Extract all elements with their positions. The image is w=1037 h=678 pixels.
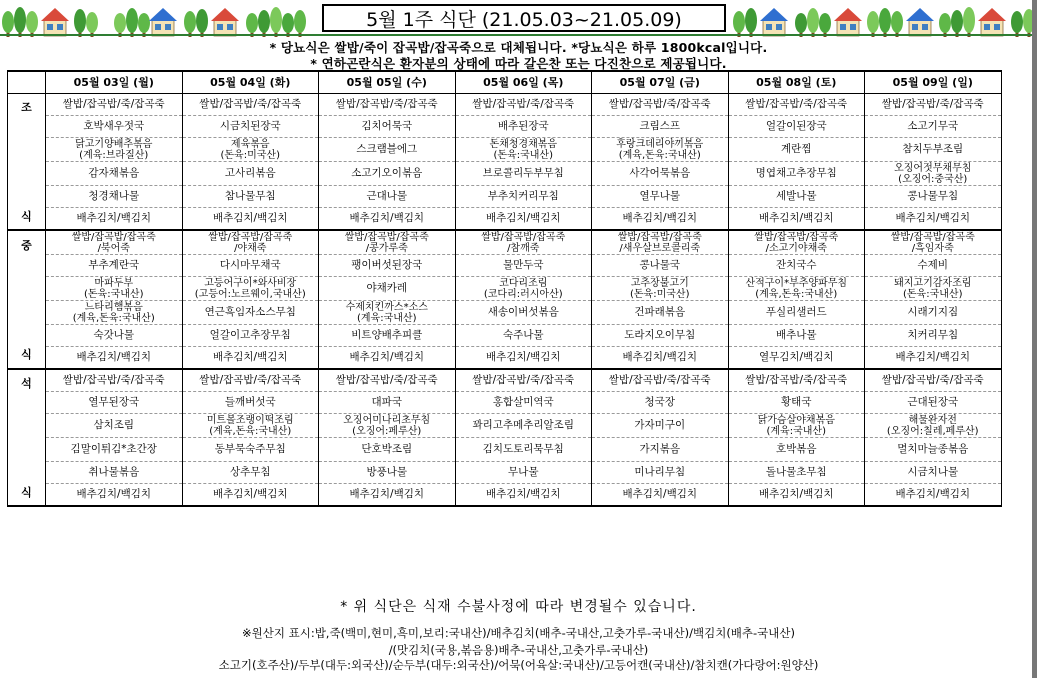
house-roof-icon	[211, 8, 239, 21]
menu-item-origin: (코다리:러시아산)	[483, 288, 563, 300]
menu-cell: 호박볶음	[728, 438, 865, 462]
menu-item-name: 고추장불고기	[630, 277, 689, 289]
menu-cell: 얼갈이된장국	[728, 116, 865, 138]
menu-cell: 쌀밥/잡곡밥/죽/잡곡죽	[728, 94, 865, 116]
menu-cell: 도라지오이무침	[592, 325, 729, 347]
menu-cell	[592, 277, 729, 301]
menu-cell: 쌀밥/잡곡밥/죽/잡곡죽	[865, 369, 1002, 392]
menu-cell: 배추나물	[728, 325, 865, 347]
menu-cell: 돌나물초무침	[728, 462, 865, 484]
menu-cell: 쌀밥/잡곡밥/죽/잡곡죽	[182, 94, 319, 116]
menu-cell	[865, 277, 1002, 301]
meal-label-bottom: 식	[21, 485, 32, 499]
menu-cell: 콩나물무침	[865, 186, 1002, 208]
menu-cell: 배추김치/백김치	[592, 484, 729, 507]
menu-item-name: 산적구이*부추양파무침	[745, 277, 848, 289]
tree-icon	[14, 7, 26, 33]
menu-item-origin: (계육,돈육:국내산)	[72, 312, 155, 324]
menu-cell: 소고기오이볶음	[319, 162, 456, 186]
menu-row	[8, 484, 1002, 507]
window-icon	[984, 24, 990, 30]
menu-item-name: 쌀밥/잡곡밥/잡곡죽	[617, 231, 702, 243]
menu-item-name: 오징어미나리초무침	[343, 414, 431, 426]
meal-label	[8, 369, 46, 506]
menu-cell: 청경채나물	[46, 186, 183, 208]
menu-cell: 근대나물	[319, 186, 456, 208]
menu-cell	[455, 138, 592, 162]
weekly-menu-table	[7, 70, 1002, 507]
menu-cell: 배추김치/백김치	[182, 208, 319, 231]
menu-item-origin: /소고기야채죽	[765, 242, 827, 254]
window-icon	[840, 24, 846, 30]
menu-row	[8, 230, 1002, 255]
house-roof-icon	[41, 8, 69, 21]
day-header: 05월 03일 (월)	[46, 71, 183, 94]
menu-cell: 홍합살미역국	[455, 392, 592, 414]
menu-item-name: 쌀밥/잡곡밥/잡곡죽	[890, 231, 975, 243]
menu-cell: 무나물	[455, 462, 592, 484]
menu-row	[8, 414, 1002, 438]
menu-cell: 배추김치/백김치	[592, 347, 729, 370]
menu-item-origin: (오징어:칠레,페루산)	[886, 425, 979, 437]
menu-item-origin: /북어죽	[97, 242, 130, 254]
menu-cell	[728, 230, 865, 255]
menu-row	[8, 347, 1002, 370]
menu-cell: 부추치커리무침	[455, 186, 592, 208]
menu-item-name: 고등어구이*와사비장	[204, 277, 297, 289]
tree-icon	[733, 11, 745, 33]
menu-row	[8, 94, 1002, 116]
tree-icon	[891, 11, 903, 33]
menu-cell: 시금치된장국	[182, 116, 319, 138]
menu-cell	[46, 230, 183, 255]
origin-note-line2: /(맛김치(국용,볶음용)배추-국내산,고춧가루-국내산)	[388, 643, 649, 657]
menu-cell: 미나리무침	[592, 462, 729, 484]
menu-cell: 비트양배추피클	[319, 325, 456, 347]
menu-cell	[182, 230, 319, 255]
menu-cell: 수제비	[865, 255, 1002, 277]
menu-cell: 청국장	[592, 392, 729, 414]
tree-icon	[807, 8, 819, 33]
menu-cell	[592, 230, 729, 255]
menu-cell: 쌀밥/잡곡밥/죽/잡곡죽	[592, 369, 729, 392]
meal-label	[8, 230, 46, 369]
menu-cell: 다시마무채국	[182, 255, 319, 277]
menu-cell: 브로콜리두부무침	[455, 162, 592, 186]
menu-cell: 연근흑임자소스무침	[182, 301, 319, 325]
menu-cell: 시금치나물	[865, 462, 1002, 484]
menu-cell: 배추김치/백김치	[455, 484, 592, 507]
menu-cell: 쌀밥/잡곡밥/죽/잡곡죽	[46, 94, 183, 116]
menu-item-name: 쌀밥/잡곡밥/잡곡죽	[344, 231, 429, 243]
notice-dysphagia: * 연하곤란식은 환자분의 상태에 따라 갈은찬 또는 다진찬으로 제공됩니다.	[310, 56, 727, 71]
day-header-row	[8, 71, 1002, 94]
tree-icon	[819, 13, 831, 33]
menu-cell: 배추김치/백김치	[319, 484, 456, 507]
menu-item-name: 오징어젓무채무침	[894, 162, 972, 174]
menu-cell: 명엽채고추장무침	[728, 162, 865, 186]
menu-row	[8, 138, 1002, 162]
menu-item-origin: /흑임자죽	[911, 242, 954, 254]
menu-cell: 호박새우젓국	[46, 116, 183, 138]
meal-label-bottom: 식	[21, 347, 32, 361]
menu-cell: 참나물무침	[182, 186, 319, 208]
meal-label-top: 중	[21, 238, 32, 252]
menu-item-origin: /참깨죽	[507, 242, 540, 254]
tree-icon	[86, 12, 98, 33]
menu-cell: 푸실리샐러드	[728, 301, 865, 325]
menu-cell: 근대된장국	[865, 392, 1002, 414]
day-header: 05월 05일 (수)	[319, 71, 456, 94]
tree-icon	[867, 11, 879, 33]
menu-item-origin: (계육:국내산)	[357, 312, 417, 324]
menu-item-name: 쌀밥/잡곡밥/잡곡죽	[481, 231, 566, 243]
menu-item-origin: (계육:국내산)	[766, 425, 826, 437]
menu-item-origin: (돈육:국내산)	[903, 288, 963, 300]
menu-cell: 팽이버섯된장국	[319, 255, 456, 277]
tree-icon	[963, 7, 975, 33]
origin-note-line3: 소고기(호주산)/두부(대두:외국산)/순두부(대두:외국산)/어묵(어육살:국내산)/고등어캔(국내산)/참치캔(가다랑어:원양산)	[218, 658, 819, 672]
window-icon	[227, 24, 233, 30]
menu-cell: 가지볶음	[592, 438, 729, 462]
menu-cell	[46, 301, 183, 325]
window-icon	[47, 24, 53, 30]
menu-row	[8, 255, 1002, 277]
menu-row	[8, 186, 1002, 208]
menu-cell: 황태국	[728, 392, 865, 414]
menu-item-origin: (계육,돈육:국내산)	[755, 288, 838, 300]
menu-cell: 배추김치/백김치	[319, 208, 456, 231]
change-notice: * 위 식단은 식재 수불사정에 따라 변경될수 있습니다.	[340, 599, 697, 615]
menu-cell: 쌀밥/잡곡밥/죽/잡곡죽	[319, 369, 456, 392]
menu-cell	[182, 414, 319, 438]
day-header: 05월 04일 (화)	[182, 71, 319, 94]
menu-cell	[865, 162, 1002, 186]
menu-cell: 단호박조림	[319, 438, 456, 462]
menu-cell: 배추김치/백김치	[182, 484, 319, 507]
menu-cell: 쌀밥/잡곡밥/죽/잡곡죽	[592, 94, 729, 116]
origin-note-line1: ※원산지 표시:밥,죽(백미,현미,흑미,보리:국내산)/배추김치(배추-국내산,고춧가루-국내산)/백김치(배추-국내산)	[241, 626, 795, 640]
menu-cell	[182, 138, 319, 162]
menu-cell: 김치어묵국	[319, 116, 456, 138]
house-roof-icon	[760, 8, 788, 21]
menu-cell: 꽈리고추메추리알조림	[455, 414, 592, 438]
menu-row	[8, 369, 1002, 392]
menu-cell	[865, 414, 1002, 438]
menu-row	[8, 325, 1002, 347]
menu-cell: 쌀밥/잡곡밥/죽/잡곡죽	[455, 94, 592, 116]
menu-cell: 쌀밥/잡곡밥/죽/잡곡죽	[319, 94, 456, 116]
meal-label-top: 석	[21, 376, 32, 390]
menu-item-name: 돈채청경채볶음	[489, 138, 558, 150]
menu-cell: 배추김치/백김치	[728, 484, 865, 507]
menu-cell: 배추김치/백김치	[455, 347, 592, 370]
menu-cell: 배추김치/백김치	[728, 208, 865, 231]
house-roof-icon	[834, 8, 862, 21]
house-roof-icon	[906, 8, 934, 21]
menu-cell: 취나물볶음	[46, 462, 183, 484]
menu-cell: 배추된장국	[455, 116, 592, 138]
menu-cell: 참치두부조림	[865, 138, 1002, 162]
window-icon	[994, 24, 1000, 30]
menu-item-origin: /새우살브로콜리죽	[619, 242, 701, 254]
menu-cell: 배추김치/백김치	[46, 347, 183, 370]
tree-icon	[74, 9, 86, 33]
menu-cell: 배추김치/백김치	[455, 208, 592, 231]
window-edge	[1032, 0, 1037, 678]
menu-item-origin: /야채죽	[234, 242, 267, 254]
menu-cell	[319, 301, 456, 325]
meal-label-top: 조	[21, 100, 32, 114]
menu-cell	[182, 277, 319, 301]
tree-icon	[258, 10, 270, 33]
menu-cell: 열무된장국	[46, 392, 183, 414]
menu-item-origin: (고등어:노르웨이,국내산)	[194, 288, 306, 300]
menu-cell: 동부묵숙주무침	[182, 438, 319, 462]
menu-cell: 스크램블에그	[319, 138, 456, 162]
menu-item-name: 느타리햄볶음	[84, 301, 143, 313]
menu-cell: 치커리무침	[865, 325, 1002, 347]
menu-cell: 크림스프	[592, 116, 729, 138]
menu-cell: 멸치마늘종볶음	[865, 438, 1002, 462]
menu-cell: 방풍나물	[319, 462, 456, 484]
window-icon	[912, 24, 918, 30]
menu-item-name: 쌀밥/잡곡밥/잡곡죽	[208, 231, 293, 243]
tree-icon	[951, 10, 963, 33]
menu-item-name: 닭고기양배추볶음	[75, 138, 153, 150]
menu-cell	[46, 138, 183, 162]
menu-row	[8, 277, 1002, 301]
menu-row	[8, 438, 1002, 462]
menu-cell: 배추김치/백김치	[592, 208, 729, 231]
menu-item-origin: (계육:브라질산)	[79, 149, 149, 161]
menu-cell: 배추김치/백김치	[865, 484, 1002, 507]
window-icon	[155, 24, 161, 30]
menu-cell: 잔치국수	[728, 255, 865, 277]
menu-item-name: 쌀밥/잡곡밥/잡곡죽	[71, 231, 156, 243]
tree-icon	[114, 13, 126, 33]
banner-ground-line	[0, 34, 1037, 36]
house-roof-icon	[149, 8, 177, 21]
menu-cell: 쌀밥/잡곡밥/죽/잡곡죽	[865, 94, 1002, 116]
tree-icon	[879, 8, 891, 33]
corner-cell	[8, 71, 46, 94]
menu-item-origin: (계육,돈육:국내산)	[618, 149, 701, 161]
menu-item-name: 코다리조림	[499, 277, 548, 289]
page-title: 5월 1주 식단 (21.05.03~21.05.09)	[322, 4, 726, 32]
menu-cell: 얼갈이고추장무침	[182, 325, 319, 347]
menu-item-origin: (돈육:미국산)	[630, 288, 690, 300]
menu-item-origin: (돈육:국내산)	[84, 288, 144, 300]
menu-cell	[319, 230, 456, 255]
menu-cell: 김말이튀김*초간장	[46, 438, 183, 462]
menu-cell: 배추김치/백김치	[319, 347, 456, 370]
menu-cell: 숙주나물	[455, 325, 592, 347]
menu-cell	[46, 277, 183, 301]
menu-cell: 계란찜	[728, 138, 865, 162]
menu-cell: 쌀밥/잡곡밥/죽/잡곡죽	[182, 369, 319, 392]
menu-cell: 가자미구이	[592, 414, 729, 438]
window-icon	[850, 24, 856, 30]
menu-cell: 배추김치/백김치	[182, 347, 319, 370]
day-header: 05월 06일 (목)	[455, 71, 592, 94]
menu-cell: 배추김치/백김치	[865, 347, 1002, 370]
menu-cell	[728, 414, 865, 438]
tree-icon	[184, 11, 196, 33]
tree-icon	[270, 7, 282, 33]
menu-cell: 야채카레	[319, 277, 456, 301]
window-icon	[922, 24, 928, 30]
tree-icon	[1011, 11, 1023, 33]
meal-label	[8, 94, 46, 231]
menu-cell: 열무김치/백김치	[728, 347, 865, 370]
menu-cell: 쌀밥/잡곡밥/죽/잡곡죽	[728, 369, 865, 392]
menu-cell	[592, 138, 729, 162]
menu-cell: 열무나물	[592, 186, 729, 208]
menu-cell: 배추김치/백김치	[46, 208, 183, 231]
window-icon	[766, 24, 772, 30]
menu-item-name: 미트볼조랭이떡조림	[206, 414, 294, 426]
menu-cell: 상추무침	[182, 462, 319, 484]
menu-cell: 배추김치/백김치	[865, 208, 1002, 231]
meal-label-bottom: 식	[21, 209, 32, 223]
menu-row	[8, 208, 1002, 231]
menu-item-name: 쌀밥/잡곡밥/잡곡죽	[754, 231, 839, 243]
window-icon	[165, 24, 171, 30]
menu-cell: 고사리볶음	[182, 162, 319, 186]
menu-item-origin: (돈육:국내산)	[493, 149, 553, 161]
menu-item-name: 닭가슴살야채볶음	[757, 414, 835, 426]
window-icon	[57, 24, 63, 30]
tree-icon	[138, 13, 150, 33]
menu-cell: 시래기지짐	[865, 301, 1002, 325]
tree-icon	[795, 13, 807, 33]
menu-cell: 들깨버섯국	[182, 392, 319, 414]
menu-cell	[455, 230, 592, 255]
tree-icon	[294, 10, 306, 33]
menu-cell: 감자채볶음	[46, 162, 183, 186]
menu-cell: 쌀밥/잡곡밥/죽/잡곡죽	[455, 369, 592, 392]
menu-cell: 소고기무국	[865, 116, 1002, 138]
menu-cell	[728, 277, 865, 301]
tree-house-banner-right	[733, 2, 1037, 38]
menu-row	[8, 116, 1002, 138]
tree-icon	[196, 9, 208, 33]
notice-diabetic: * 당뇨식은 쌀밥/죽이 잡곡밥/잡곡죽으로 대체됩니다. *당뇨식은 하루 1800kcal입니다.	[269, 40, 768, 55]
window-icon	[776, 24, 782, 30]
menu-item-origin: (오징어:중국산)	[898, 173, 968, 185]
window-icon	[217, 24, 223, 30]
menu-row	[8, 162, 1002, 186]
menu-row	[8, 462, 1002, 484]
day-header: 05월 08일 (토)	[728, 71, 865, 94]
menu-cell: 부추계란국	[46, 255, 183, 277]
tree-icon	[745, 8, 757, 33]
menu-cell: 세발나물	[728, 186, 865, 208]
menu-item-name: 마파두부	[94, 277, 134, 289]
menu-cell: 사각어묵볶음	[592, 162, 729, 186]
menu-item-name: 제육볶음	[230, 138, 270, 150]
menu-item-name: 해물완자전	[908, 414, 957, 426]
menu-cell: 숙갓나물	[46, 325, 183, 347]
menu-item-name: 수제치킨까스*소스	[345, 301, 428, 313]
menu-cell: 삼치조림	[46, 414, 183, 438]
tree-icon	[26, 11, 38, 33]
menu-item-name: 후랑크데리야끼볶음	[616, 138, 704, 150]
menu-cell: 콩나물국	[592, 255, 729, 277]
menu-cell	[319, 414, 456, 438]
menu-cell: 김치도토리묵무침	[455, 438, 592, 462]
tree-icon	[282, 13, 294, 33]
menu-row	[8, 392, 1002, 414]
menu-item-origin: (계육,돈육:국내산)	[209, 425, 292, 437]
tree-icon	[939, 13, 951, 33]
menu-cell: 쌀밥/잡곡밥/죽/잡곡죽	[46, 369, 183, 392]
menu-cell: 물만두국	[455, 255, 592, 277]
day-header: 05월 07일 (금)	[592, 71, 729, 94]
tree-icon	[126, 8, 138, 33]
menu-item-origin: /콩가루죽	[365, 242, 408, 254]
menu-cell: 배추김치/백김치	[46, 484, 183, 507]
day-header: 05월 09일 (일)	[865, 71, 1002, 94]
menu-item-name: 돼지고기감자조림	[894, 277, 972, 289]
menu-item-origin: (오징어:페루산)	[352, 425, 422, 437]
menu-row	[8, 301, 1002, 325]
menu-item-origin: (돈육:미국산)	[220, 149, 280, 161]
menu-cell: 건파래볶음	[592, 301, 729, 325]
tree-icon	[2, 11, 14, 33]
menu-cell: 새송이버섯볶음	[455, 301, 592, 325]
menu-cell	[865, 230, 1002, 255]
menu-cell: 대파국	[319, 392, 456, 414]
tree-icon	[246, 13, 258, 33]
tree-house-banner-left	[0, 2, 318, 38]
menu-cell	[455, 277, 592, 301]
house-roof-icon	[978, 8, 1006, 21]
